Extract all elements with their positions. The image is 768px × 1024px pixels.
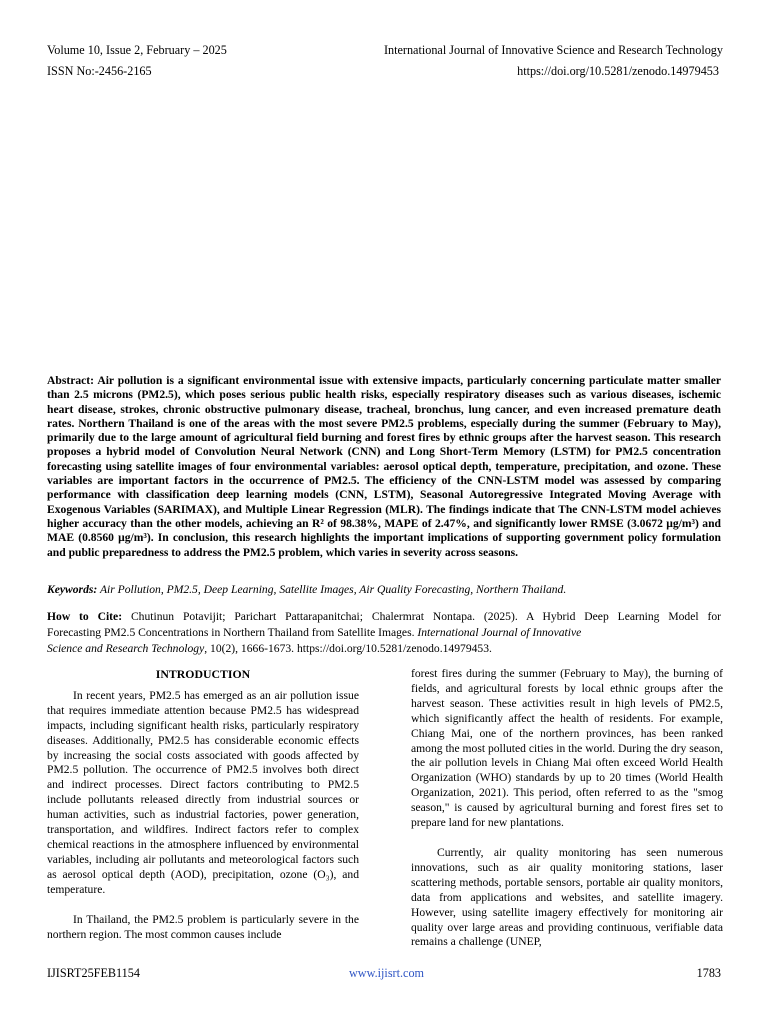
cite-label: How to Cite: xyxy=(47,610,123,623)
intro-paragraph-2-continued: forest fires during the summer (February to May), the burning of fields, and agricultural forests by local ethnic groups after the harvest season. These activities result in high levels of PM2.5, which significantly affect the health of residents. For example, Chiang Mai, one of the northern provinces, has been ranked among the most polluted cities in the world. During the dry season, the air pollution levels in Chiang Mai often exceed World Health Organization (WHO) standards by up to 20 times (World Health Organization, 2021). This period, often referred to as the "smog season," is caused by agricultural burning and forest fires set to prepare land for new plantations. xyxy=(411,667,724,830)
intro-paragraph-2: In Thailand, the PM2.5 problem is particularly severe in the northern region. The most common causes include xyxy=(47,912,359,941)
header-issn: ISSN No:-2456-2165 xyxy=(47,64,152,78)
footer-url-link[interactable]: www.ijisrt.com xyxy=(349,966,425,980)
cite-details: , 10(2), 1666-1673. https://doi.org/10.5281/zenodo.14979453. xyxy=(204,641,492,655)
abstract xyxy=(47,374,721,560)
abstract-text: Air pollution is a significant environmental issue with extensive impacts, particularly concerning particulate matter smaller than 2.5 microns (PM2.5), which poses serious public health risks, especially respiratory diseases such as various diseases, ischemic heart disease, strokes, chronic obstructive pulmonary disease, tracheal, bronchus, lung cancer, and even increased premature death rates. Northern Thailand is one of the areas with the most severe PM2.5 problems, especially during the summer (February to May), primarily due to the large amount of agricultural field burning and forest fires by ethnic groups after the harvest season. This research proposes a hybrid model of Convolution Neural Network (CNN) and Long Short-Term Memory (LSTM) for PM2.5 concentration forecasting using satellite images of four environmental variables: aerosol optical depth, temperature, precipitation, and ozone. These variables are important factors in the occurrence of PM2.5. The efficiency of the CNN-LSTM model was assessed by comparing performance with classification deep learning models (CNN, LSTM), Seasonal Autoregressive Integrated Moving Average with Exogenous Variables (SARIMAX), and Multiple Linear Regression (MLR). The findings indicate that The CNN-LSTM model achieves higher accuracy than the other models, achieving an R² of 98.38%, MAPE of 2.47%, and significantly lower RMSE (3.0672 μg/m³) and MAE (0.8560 μg/m³). In conclusion, this research highlights the important implications of supporting government policy formulation and public preparedness to address the PM2.5 problem, which varies in severity across seasons. xyxy=(47,374,721,559)
keywords-text: Air Pollution, PM2.5, Deep Learning, Satellite Images, Air Quality Forecasting, Northern Thailand. xyxy=(99,583,567,596)
keywords-label: Keywords: xyxy=(47,583,98,596)
how-to-cite xyxy=(47,609,721,656)
header-volume: Volume 10, Issue 2, February – 2025 xyxy=(47,43,227,57)
cite-line-3 xyxy=(47,641,721,657)
header-doi[interactable]: https://doi.org/10.5281/zenodo.14979453 xyxy=(517,64,719,78)
footer-code: IJISRT25FEB1154 xyxy=(47,966,140,980)
cite-title: Forecasting PM2.5 Concentrations in Northern Thailand from Satellite Images. xyxy=(47,625,418,639)
cite-journal-part1: International Journal of Innovative xyxy=(417,625,582,639)
cite-line-1 xyxy=(47,609,721,625)
column-right xyxy=(411,667,723,950)
intro-paragraph-1: In recent years, PM2.5 has emerged as an air pollution issue that requires immediate attention because PM2.5 has widespread impacts, including significant health risks, particularly respiratory diseases. Additionally, PM2.5 has considerable economic effects by increasing the social costs associated with goods affected by PM2.5 pollution. The occurrence of PM2.5 involves both direct and indirect processes. Direct factors contributing to PM2.5 include pollutants released directly from industrial sources or human activities, such as industrial factories, power generation, transportation, and wildfires. Indirect factors refer to complex chemical reactions in the atmosphere influenced by environmental variables, including air pollutants and meteorological factors such as aerosol optical depth (AOD), precipitation, ozone (O₃), and temperature. xyxy=(47,688,359,896)
footer-page-number: 1783 xyxy=(696,966,721,980)
cite-line-2 xyxy=(47,625,721,641)
section-heading-introduction: INTRODUCTION xyxy=(155,667,251,681)
column-left xyxy=(47,667,359,942)
keywords xyxy=(47,582,721,597)
intro-paragraph-3: Currently, air quality monitoring has seen numerous innovations, such as air quality monitoring stations, laser scattering methods, portable sensors, portable air quality monitors, data from applications and websites, and satellite imagery. However, using satellite imagery effectively for monitoring air quality over large areas and providing continuous, verifiable data remains a challenge (UNEP, xyxy=(411,845,723,949)
cite-authors: Chutinun Potavijit; Parichart Pattarapanitchai; Chalermrat Nontapa. (2025). A Hybrid Deep Learning Model for xyxy=(130,610,721,623)
abstract-label: Abstract: xyxy=(47,374,95,387)
header-journal: International Journal of Innovative Science and Research Technology xyxy=(383,43,723,57)
cite-journal-part2: Science and Research Technology xyxy=(47,641,205,655)
